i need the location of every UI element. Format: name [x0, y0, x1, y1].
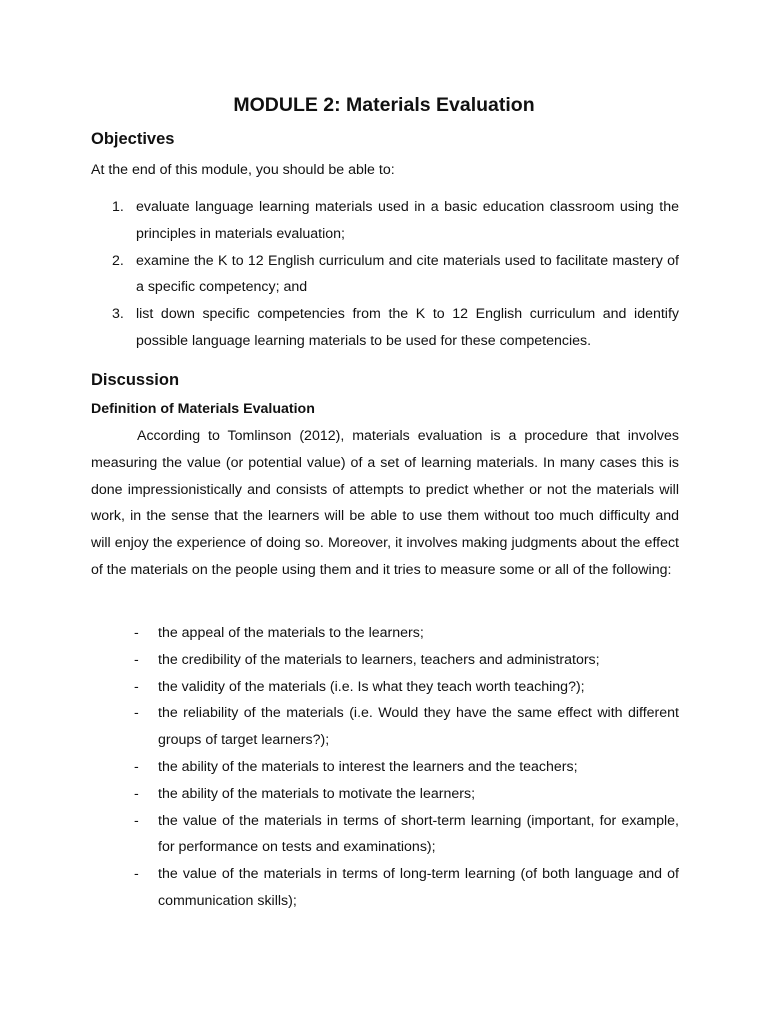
- objective-text: examine the K to 12 English curriculum and cite materials used to facilitate mastery of a specific competency; and: [136, 252, 679, 296]
- objectives-list: [91, 194, 679, 355]
- bullet-dash: -: [134, 785, 139, 802]
- list-item: [91, 700, 679, 754]
- definition-heading: Definition of Materials Evaluation: [91, 401, 315, 417]
- objectives-intro: At the end of this module, you should be able to:: [91, 162, 395, 178]
- evaluation-criteria-list: [91, 620, 679, 915]
- list-item-text: the ability of the materials to motivate the learners;: [158, 785, 476, 802]
- bullet-dash: -: [134, 651, 139, 668]
- list-item-text: the value of the materials in terms of long-term learning (of both language and of communication skills);: [158, 866, 679, 909]
- list-item: [91, 781, 679, 808]
- objective-text: list down specific competencies from the K to 12 English curriculum and identify possible language learning materials to be used for these competencies.: [136, 306, 679, 349]
- definition-paragraph: According to Tomlinson (2012), materials evaluation is a procedure that involves measuring the value (or potential value) of a set of learning materials. In many cases this is done impressionistically and consists of attempts to predict whether or not the materials will work, in the sense that the learners will be able to use them without too much difficulty and will enjoy the experience of doing so. Moreover, it involves making judgments about the effect of the materials on the people using them and it tries to measure some or all of the following:: [91, 428, 679, 578]
- list-item-text: the reliability of the materials (i.e. Would they have the same effect with different groups of target learners?);: [158, 705, 679, 749]
- objective-number: 2.: [112, 252, 124, 269]
- bullet-dash: -: [134, 812, 139, 829]
- objective-number: 3.: [112, 306, 124, 323]
- discussion-heading: Discussion: [91, 371, 180, 389]
- list-item: [91, 861, 679, 915]
- objective-item: [91, 248, 679, 302]
- objectives-heading: Objectives: [91, 130, 175, 148]
- objective-item: [91, 301, 679, 355]
- bullet-dash: -: [134, 866, 139, 883]
- objective-item: [91, 194, 679, 248]
- list-item: [91, 808, 679, 862]
- list-item: [91, 674, 679, 701]
- objective-text: evaluate language learning materials used in a basic education classroom using the principles in materials evaluation;: [136, 199, 679, 242]
- bullet-dash: -: [134, 758, 139, 775]
- list-item-text: the ability of the materials to interest the learners and the teachers;: [158, 758, 578, 775]
- bullet-dash: -: [134, 625, 139, 641]
- list-item-text: the value of the materials in terms of short-term learning (important, for example, for performance on tests and examinations);: [158, 812, 679, 856]
- list-item-text: the appeal of the materials to the learners;: [158, 625, 424, 641]
- page-title: MODULE 2: Materials Evaluation: [233, 94, 535, 116]
- list-item-text: the validity of the materials (i.e. Is what they teach worth teaching?);: [158, 678, 585, 695]
- objective-number: 1.: [112, 199, 124, 215]
- bullet-dash: -: [134, 678, 139, 695]
- list-item-text: the credibility of the materials to learners, teachers and administrators;: [158, 651, 600, 668]
- list-item: [91, 647, 679, 674]
- list-item: [91, 620, 679, 647]
- list-item: [91, 754, 679, 781]
- bullet-dash: -: [134, 705, 139, 722]
